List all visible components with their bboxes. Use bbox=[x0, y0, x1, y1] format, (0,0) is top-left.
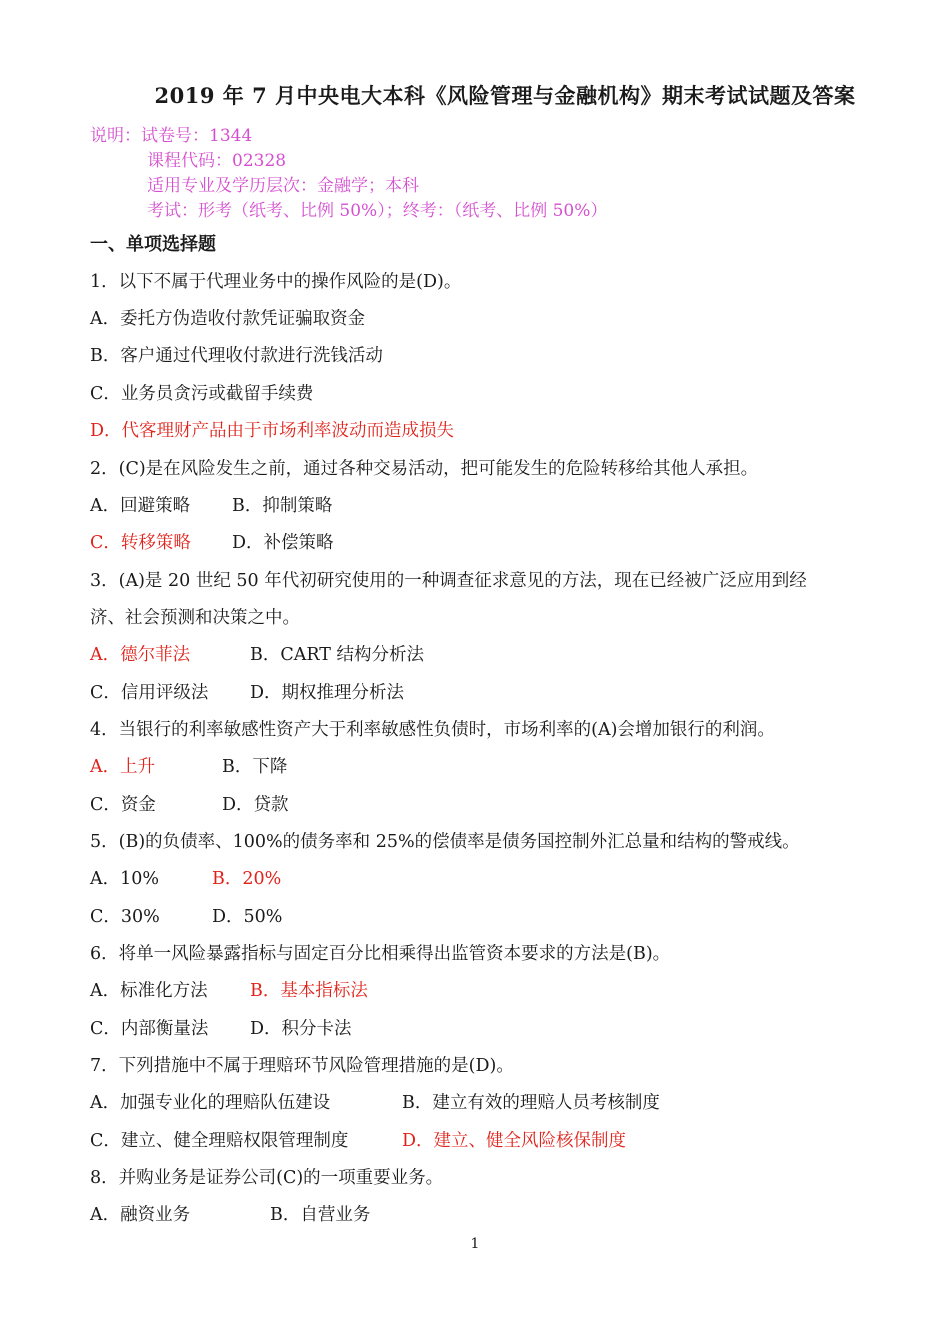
question-4-option-a-answer: A．上升 bbox=[90, 757, 156, 777]
question-2-options-cd bbox=[90, 529, 334, 554]
exam-paper-number: 说明：试卷号：1344 bbox=[90, 126, 253, 146]
question-8-stem: 8．并购业务是证券公司(C)的一项重要业务。 bbox=[90, 1168, 444, 1188]
question-2-option-c-answer: C．转移策略 bbox=[90, 533, 191, 553]
question-2-option-a: A．回避策略 bbox=[90, 496, 191, 516]
question-6-stem: 6．将单一风险暴露指标与固定百分比相乘得出监管资本要求的方法是(B)。 bbox=[90, 944, 671, 964]
question-3-option-d: D．期权推理分析法 bbox=[250, 683, 405, 703]
question-5-option-b-answer: B．20% bbox=[212, 869, 282, 889]
question-5-options-ab bbox=[90, 865, 281, 890]
question-1-option-a: A．委托方伪造收付款凭证骗取资金 bbox=[90, 309, 366, 329]
question-4-option-b: B．下降 bbox=[222, 757, 288, 777]
page-number: 1 bbox=[470, 1236, 480, 1252]
question-3-option-c: C．信用评级法 bbox=[90, 683, 209, 703]
question-5-stem: 5．(B)的负债率、100%的债务率和 25%的偿债率是债务国控制外汇总量和结构的警戒线。 bbox=[90, 832, 800, 852]
question-4-option-d: D．贷款 bbox=[222, 795, 289, 815]
question-2-stem: 2．(C)是在风险发生之前，通过各种交易活动，把可能发生的危险转移给其他人承担。 bbox=[90, 459, 759, 479]
question-2-option-d: D．补偿策略 bbox=[232, 533, 334, 553]
question-4-options-cd bbox=[90, 791, 289, 816]
question-6-option-c: C．内部衡量法 bbox=[90, 1019, 209, 1039]
question-6-options-ab bbox=[90, 977, 368, 1002]
question-5-options-cd bbox=[90, 903, 282, 928]
question-7-option-d-answer: D．建立、健全风险核保制度 bbox=[402, 1131, 627, 1151]
exam-info bbox=[90, 124, 607, 224]
applicable-major: 适用专业及学历层次：金融学；本科 bbox=[147, 176, 419, 196]
question-3-options-ab bbox=[90, 641, 424, 666]
question-1-stem: 1．以下不属于代理业务中的操作风险的是(D)。 bbox=[90, 272, 462, 292]
question-2-option-b: B．抑制策略 bbox=[232, 496, 333, 516]
question-1-option-c: C．业务员贪污或截留手续费 bbox=[90, 384, 314, 404]
question-3-option-b: B．CART 结构分析法 bbox=[250, 645, 424, 665]
question-1-option-d-answer: D．代客理财产品由于市场利率波动而造成损失 bbox=[90, 421, 455, 441]
question-3-stem-line-2: 济、社会预测和决策之中。 bbox=[90, 608, 300, 628]
question-5-option-d: D．50% bbox=[212, 907, 283, 927]
question-4-option-c: C．资金 bbox=[90, 795, 156, 815]
question-3-options-cd bbox=[90, 679, 404, 704]
question-7-option-b: B．建立有效的理赔人员考核制度 bbox=[402, 1093, 660, 1113]
question-6-options-cd bbox=[90, 1015, 352, 1040]
exam-format: 考试：形考（纸考、比例 50%）；终考：（纸考、比例 50%） bbox=[147, 201, 608, 221]
course-code: 课程代码：02328 bbox=[147, 151, 287, 171]
question-7-stem: 7．下列措施中不属于理赔环节风险管理措施的是(D)。 bbox=[90, 1056, 514, 1076]
question-7-options-ab bbox=[90, 1089, 660, 1114]
question-4-options-ab bbox=[90, 753, 287, 778]
question-4-stem: 4．当银行的利率敏感性资产大于利率敏感性负债时，市场利率的(A)会增加银行的利润。 bbox=[90, 720, 775, 740]
section-heading: 一、单项选择题 bbox=[90, 234, 216, 255]
question-8-options-ab bbox=[90, 1201, 370, 1226]
question-5-option-a: A．10% bbox=[90, 869, 160, 889]
question-5-option-c: C．30% bbox=[90, 907, 160, 927]
question-7-options-cd bbox=[90, 1127, 626, 1152]
question-6-option-a: A．标准化方法 bbox=[90, 981, 208, 1001]
question-6-option-b-answer: B．基本指标法 bbox=[250, 981, 368, 1001]
page-title: 2019 年 7 月中央电大本科《风险管理与金融机构》期末考试试题及答案 bbox=[154, 83, 856, 108]
question-3-option-a-answer: A．德尔菲法 bbox=[90, 645, 191, 665]
question-7-option-a: A．加强专业化的理赔队伍建设 bbox=[90, 1093, 331, 1113]
question-8-option-b: B．自营业务 bbox=[270, 1205, 371, 1225]
question-3-stem-line-1: 3．(A)是 20 世纪 50 年代初研究使用的一种调查征求意见的方法，现在已经被广泛应用到经 bbox=[90, 571, 807, 591]
question-1-option-b: B．客户通过代理收付款进行洗钱活动 bbox=[90, 346, 383, 366]
question-8-option-a: A．融资业务 bbox=[90, 1205, 191, 1225]
question-7-option-c: C．建立、健全理赔权限管理制度 bbox=[90, 1131, 349, 1151]
question-2-options-ab bbox=[90, 492, 332, 517]
question-6-option-d: D．积分卡法 bbox=[250, 1019, 352, 1039]
